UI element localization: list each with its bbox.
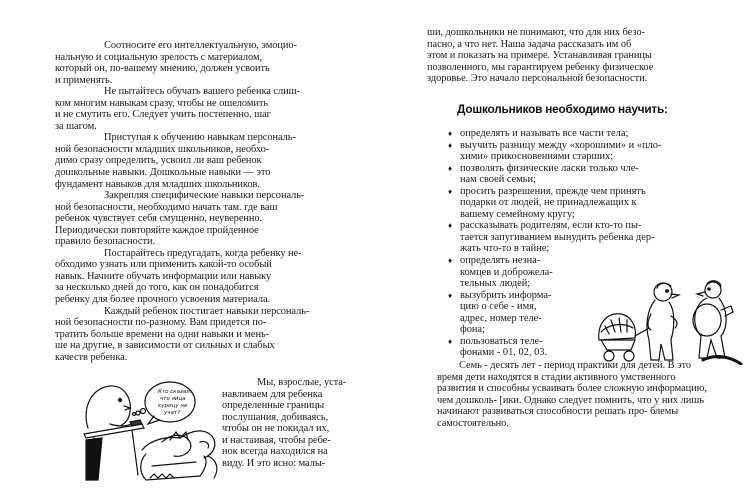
text-line: навливаем для ребенка xyxy=(222,388,323,400)
text-line: позволять физические ласки только чле- xyxy=(460,162,639,174)
text-line: нальную и социальную зрелость с материалом, xyxy=(55,51,263,63)
diamond-bullet-icon: ♦ xyxy=(448,129,453,138)
wrap-paragraph xyxy=(222,377,346,469)
text-line: Приступая к обучению навыкам персональ- xyxy=(104,132,296,144)
text-line: правило безопасности. xyxy=(55,236,156,248)
text-line: пользоваться теле- xyxy=(460,335,543,347)
diamond-bullet-icon: ♦ xyxy=(448,336,453,346)
text-line: фонами - 01, 02, 03. xyxy=(460,347,548,359)
text-line: тратить больше времени на одни навыки и мень- xyxy=(55,328,270,340)
text-line: и применять. xyxy=(55,74,113,86)
text-line: определять и называть все части тела; xyxy=(460,128,629,139)
text-line: Не пытайтесь обучать вашего ребенка слиш- xyxy=(104,86,300,98)
text-line: самостоятельно. xyxy=(437,417,509,429)
text-line: ребенку для более прочного усвоения материала. xyxy=(55,294,271,306)
text-line: и настаивая, чтобы ребе- xyxy=(222,434,331,446)
section-heading: Дошкольников необходимо научить: xyxy=(457,102,668,116)
text-line: Закрепляя специфические навыки персональ- xyxy=(104,190,305,202)
text-line: навык. Начните обучать информации или навыку xyxy=(55,270,272,282)
paragraph-4 xyxy=(55,190,309,248)
text-line: фундамент навыков для младших школьников. xyxy=(55,178,260,190)
text-line: пасно, а что нет. Наша задача рассказать им об xyxy=(427,38,632,50)
text-line: чтобы он не покидал их, xyxy=(222,423,330,435)
paragraph-3 xyxy=(55,132,309,190)
text-line: комцев и доброжела- xyxy=(460,266,553,278)
text-line: тается запугиванием вынудить ребенка дер- xyxy=(460,231,655,243)
speech-bubble-line: учат? xyxy=(164,410,180,416)
diamond-bullet-icon: ♦ xyxy=(448,140,453,150)
speech-bubble-line: Кто сказал, xyxy=(158,389,192,395)
paragraph-2 xyxy=(55,86,309,132)
text-line: Соотносите его интеллектуальную, эмоцио- xyxy=(104,40,297,51)
text-line: за шагом. xyxy=(55,120,97,132)
text-line: адрес, номер теле- xyxy=(460,312,542,324)
text-line: Мы, взрослые, уста- xyxy=(257,377,347,388)
text-line: ребенок чувствует себя смущенно, неуверенно. xyxy=(55,213,263,225)
text-line: чем дошколь- [ики. Однако следует помнить, что у них лишь xyxy=(437,394,704,406)
bullet-item xyxy=(448,220,661,255)
text-line: качеств ребенка. xyxy=(55,351,128,363)
bullet-item xyxy=(448,186,661,221)
text-line: обходимо узнать или применить какой-то особый xyxy=(55,259,272,271)
text-line: фона; xyxy=(460,324,485,336)
cartoon-lecturer-illustration xyxy=(80,380,225,485)
text-line: Постарайтесь предугадать, когда ребенку не- xyxy=(104,247,302,259)
text-line: здоровье. Это начало персональной безопасности. xyxy=(427,73,648,85)
left-body-text xyxy=(55,40,309,363)
text-line: нам своей семьи; xyxy=(460,174,536,186)
diamond-bullet-icon: ♦ xyxy=(448,290,453,300)
text-line: вызубрить информа- xyxy=(460,289,552,301)
text-line: просить разрешения, прежде чем принять xyxy=(460,185,646,197)
text-line: время дети находятся в стадии активного умственного xyxy=(437,371,676,383)
paragraph-1 xyxy=(55,40,309,86)
text-line: ной безопасности младших школьников, необхо- xyxy=(55,143,270,155)
text-line: ши, дошкольники не понимают, что для них безо- xyxy=(427,27,645,38)
text-line: позволенного, мы гарантируем ребенку физическое xyxy=(427,61,654,73)
bullet-item xyxy=(448,140,661,163)
text-line: начинают развиваться способности решать про- блемы xyxy=(437,406,679,418)
text-line: и не смутить его. Следует учить постепенно, шаг xyxy=(55,109,271,121)
bullet-item xyxy=(448,163,661,186)
text-line: ше на другие, в зависимости от сильных и слабых xyxy=(55,340,275,352)
text-line: нок всегда находился на xyxy=(222,446,328,458)
text-line: развития и способны усваивать более сложную информацию, xyxy=(437,383,707,395)
text-line: послушания, добиваясь, xyxy=(222,411,329,423)
diamond-bullet-icon: ♦ xyxy=(448,256,453,266)
text-line: определенные границы xyxy=(222,400,325,412)
text-line: рассказывать родителям, если кто-то пы- xyxy=(460,220,642,232)
right-intro-text xyxy=(427,27,653,85)
text-line: тельных людей; xyxy=(460,278,531,290)
text-line: Каждый ребенок постигает навыки персональ- xyxy=(104,305,310,317)
text-line: цию о себе - имя, xyxy=(460,301,537,313)
diamond-bullet-icon: ♦ xyxy=(448,163,453,173)
text-line: дошкольные навыки. Дошкольные навыки — это xyxy=(55,167,271,179)
text-line: выучить разницу между «хорошими» и «пло- xyxy=(460,139,662,151)
text-line: вашему семейному кругу; xyxy=(460,208,575,220)
text-line: хими» прикосновениями старших; xyxy=(460,151,614,163)
text-line: ком многим навыкам сразу, чтобы не ошеломить xyxy=(55,97,269,109)
text-line: димо сразу определить, усвоил ли ваш ребенок xyxy=(55,155,262,167)
text-line: за несколько дней до того, как он понадобится xyxy=(55,282,259,294)
bullet-item xyxy=(448,128,661,140)
text-line: Периодически повторяйте каждое пройденное xyxy=(55,224,259,236)
text-line: виду. И это ясно: малы- xyxy=(222,457,326,469)
diamond-bullet-icon: ♦ xyxy=(448,221,453,231)
text-line: который он, по-вашему мнению, должен усвоить xyxy=(55,63,270,75)
text-line: определять незна- xyxy=(460,255,541,267)
text-line: Семь - десять лет - период практики для детей. В это xyxy=(459,360,691,371)
text-line: этом и показать на примере. Устанавливая границы xyxy=(427,50,652,62)
paragraph-6 xyxy=(55,306,309,364)
text-line: ной безопасности, необходимо начать там. где ваш xyxy=(55,201,278,213)
text-line: подарки от людей, не принадлежащих к xyxy=(460,197,637,209)
diamond-bullet-icon: ♦ xyxy=(448,186,453,196)
paragraph-5 xyxy=(55,248,309,306)
text-line: жать что-то в тайне; xyxy=(460,243,550,255)
speech-bubble-line: курицу не xyxy=(158,403,188,409)
closing-paragraph xyxy=(437,360,707,429)
cartoon-parents-stroller-illustration xyxy=(595,280,745,365)
speech-bubble-line: что яйца xyxy=(160,396,186,402)
text-line: ной безопасности по-разному. Вам придется по- xyxy=(55,317,267,329)
left-page xyxy=(0,0,376,489)
